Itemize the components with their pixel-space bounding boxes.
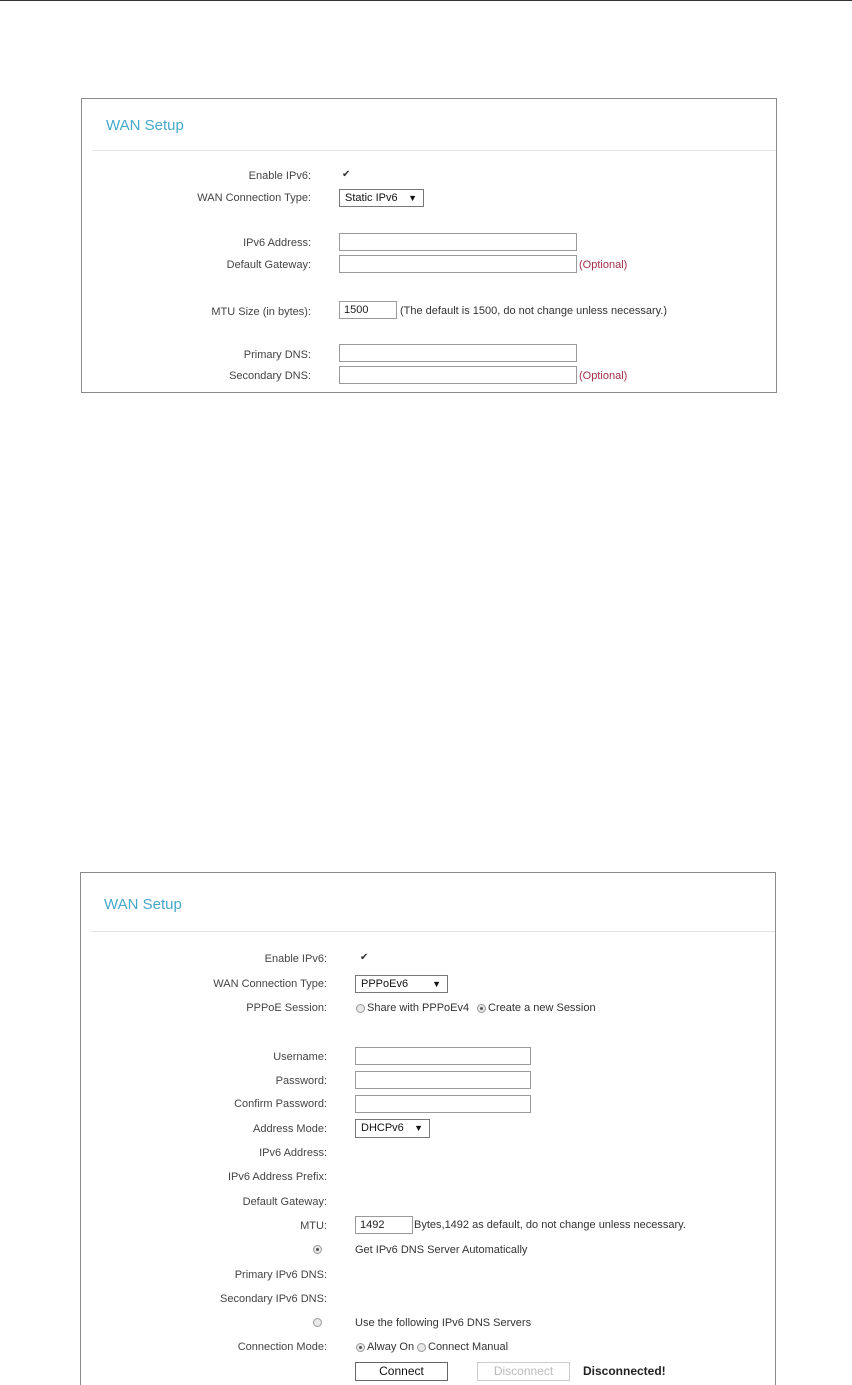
connect-button[interactable]: Connect [355,1362,448,1381]
mtu-input[interactable]: 1492 [355,1216,413,1234]
username-input[interactable] [355,1047,531,1065]
mode-manual-label: Connect Manual [428,1341,509,1353]
mtu-label: MTU Size (in bytes): [211,306,311,318]
password-label: Password: [275,1075,327,1087]
address-mode-select[interactable] [355,1119,430,1138]
connection-type-value: Static IPv6 [345,192,398,204]
panel-divider [91,931,775,932]
connection-type-value: PPPoEv6 [361,978,409,990]
page-top-rule [0,0,852,1]
session-share-radio[interactable] [356,1004,365,1013]
chevron-down-icon: ▼ [408,193,417,203]
connection-type-select[interactable] [339,189,424,207]
secondary-dns-label: Secondary DNS: [229,370,311,382]
mode-always-on-radio[interactable] [356,1343,365,1352]
default-gateway-label: Default Gateway: [242,1196,327,1208]
connection-type-select[interactable] [355,975,448,993]
enable-ipv6-label: Enable IPv6: [264,953,327,965]
secondary-dns-label: Secondary IPv6 DNS: [220,1293,327,1305]
panel-title: WAN Setup [106,117,184,134]
mode-manual-radio[interactable] [417,1343,426,1352]
chevron-down-icon: ▼ [414,1123,423,1133]
password-input[interactable] [355,1071,531,1089]
pppoev6-panel [80,872,776,1385]
ipv6-address-input[interactable] [339,233,577,251]
primary-dns-label: Primary IPv6 DNS: [234,1269,327,1281]
dns-auto-label: Get IPv6 DNS Server Automatically [355,1244,528,1256]
confirm-password-label: Confirm Password: [234,1098,327,1110]
enable-ipv6-checkbox[interactable]: ✔ [342,169,351,180]
ipv6-address-label: IPv6 Address: [243,237,311,249]
mtu-input[interactable]: 1500 [339,301,397,319]
mtu-note: Bytes,1492 as default, do not change unless necessary. [414,1219,686,1231]
ipv6-address-label: IPv6 Address: [259,1147,327,1159]
ipv6-prefix-label: IPv6 Address Prefix: [227,1171,327,1183]
username-label: Username: [273,1051,327,1063]
dns-manual-radio[interactable] [313,1318,322,1327]
static-ipv6-panel [81,98,777,393]
default-gateway-label: Default Gateway: [226,259,311,271]
primary-dns-input[interactable] [339,344,577,362]
enable-ipv6-checkbox[interactable]: ✔ [360,952,369,963]
panel-title: WAN Setup [104,896,182,913]
confirm-password-input[interactable] [355,1095,531,1113]
address-mode-label: Address Mode: [253,1123,327,1135]
connection-type-label: WAN Connection Type: [213,978,327,990]
connection-status: Disconnected! [583,1364,666,1378]
session-new-radio[interactable] [477,1004,486,1013]
primary-dns-label: Primary DNS: [243,349,311,361]
connection-mode-label: Connection Mode: [237,1341,327,1353]
panel-divider [92,150,776,151]
session-share-label: Share with PPPoEv4 [367,1002,470,1014]
dns-manual-label: Use the following IPv6 DNS Servers [355,1317,532,1329]
address-mode-value: DHCPv6 [361,1122,404,1134]
dns-auto-radio[interactable] [313,1245,322,1254]
optional-note: (Optional) [579,370,628,382]
mode-always-on-label: Alway On [367,1341,415,1353]
mtu-note: (The default is 1500, do not change unless necessary.) [400,305,668,317]
disconnect-button[interactable]: Disconnect [477,1362,570,1381]
secondary-dns-input[interactable] [339,366,577,384]
optional-note: (Optional) [579,259,628,271]
mtu-label: MTU: [300,1220,327,1232]
default-gateway-input[interactable] [339,255,577,273]
pppoe-session-label: PPPoE Session: [246,1002,327,1014]
chevron-down-icon: ▼ [432,979,441,989]
connection-type-label: WAN Connection Type: [197,192,311,204]
enable-ipv6-label: Enable IPv6: [248,170,311,182]
session-new-label: Create a new Session [488,1002,596,1014]
